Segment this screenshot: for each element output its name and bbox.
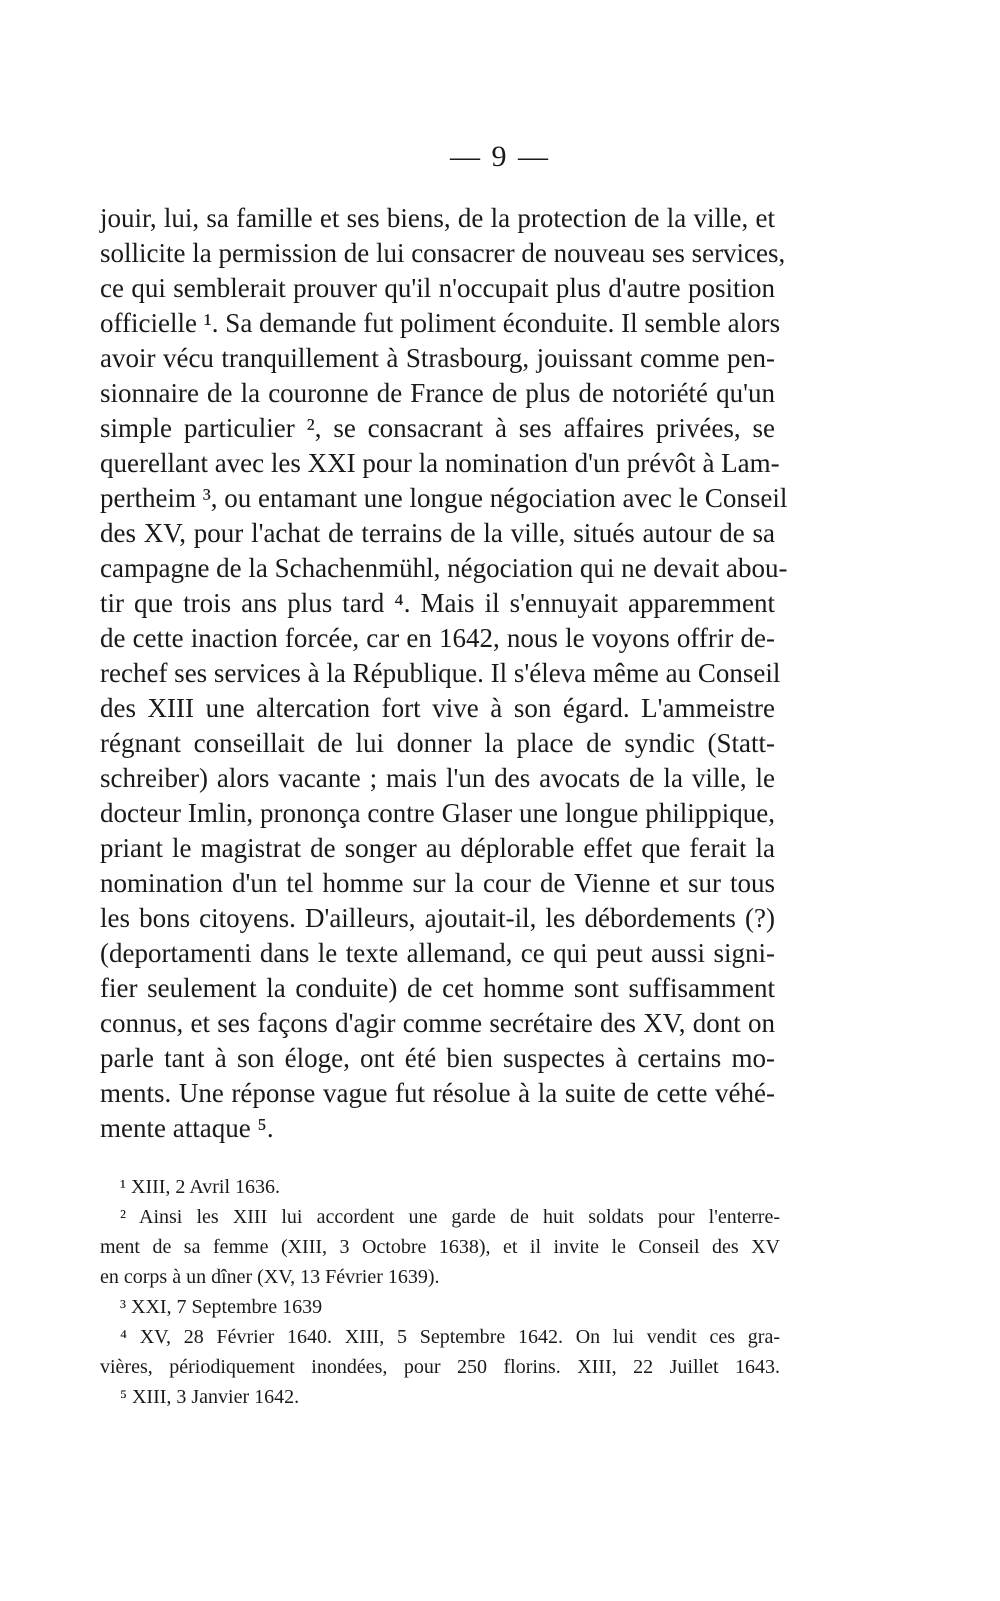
body-line: mente attaque ⁵. — [100, 1113, 274, 1143]
footnote-line: ¹ XIII, 2 Avril 1636. — [120, 1176, 281, 1198]
footnote-line: ⁴ XV, 28 Février 1640. XIII, 5 Septembre 1642. On lui vendit ces gra- — [120, 1326, 780, 1348]
footnote-line: ³ XXI, 7 Septembre 1639 — [120, 1296, 323, 1318]
footnote-line: ⁵ XIII, 3 Janvier 1642. — [120, 1386, 300, 1408]
body-line: simple particulier ², se consacrant à ses affaires privées, se — [100, 413, 775, 443]
body-line: des XV, pour l'achat de terrains de la ville, situés autour de sa — [100, 518, 775, 548]
body-line: tir que trois ans plus tard ⁴. Mais il s'ennuyait apparemment — [100, 588, 775, 618]
body-line: pertheim ³, ou entamant une longue négociation avec le Conseil — [100, 483, 788, 513]
body-line: régnant conseillait de lui donner la place de syndic (Statt- — [100, 728, 775, 758]
body-line: querellant avec les XXI pour la nomination d'un prévôt à Lam- — [100, 448, 780, 478]
body-line: priant le magistrat de songer au déplorable effet que ferait la — [100, 833, 775, 863]
body-line: campagne de la Schachenmühl, négociation qui ne devait abou- — [100, 553, 788, 583]
body-line: les bons citoyens. D'ailleurs, ajoutait-il, les débordements (?) — [100, 903, 775, 933]
body-line: (deportamenti dans le texte allemand, ce qui peut aussi signi- — [100, 938, 775, 968]
body-line: schreiber) alors vacante ; mais l'un des avocats de la ville, le — [100, 763, 775, 793]
body-line: ments. Une réponse vague fut résolue à la suite de cette véhé- — [100, 1078, 775, 1108]
body-line: ce qui semblerait prouver qu'il n'occupait plus d'autre position — [100, 273, 775, 303]
footnote-line: ² Ainsi les XIII lui accordent une garde de huit soldats pour l'enterre- — [120, 1206, 780, 1228]
footnote-line: ment de sa femme (XIII, 3 Octobre 1638), et il invite le Conseil des XV — [100, 1236, 780, 1258]
body-line: avoir vécu tranquillement à Strasbourg, jouissant comme pen- — [100, 343, 775, 373]
body-line: sionnaire de la couronne de France de plus de notoriété qu'un — [100, 378, 775, 408]
page-number: — 9 — — [450, 140, 550, 173]
body-line: sollicite la permission de lui consacrer de nouveau ses services, — [100, 238, 786, 268]
body-line: docteur Imlin, prononça contre Glaser une longue philippique, — [100, 798, 775, 828]
body-line: officielle ¹. Sa demande fut poliment éconduite. Il semble alors — [100, 308, 781, 338]
body-line: nomination d'un tel homme sur la cour de Vienne et sur tous — [100, 868, 775, 898]
footnote-line: vières, périodiquement inondées, pour 250 florins. XIII, 22 Juillet 1643. — [100, 1356, 780, 1378]
body-line: jouir, lui, sa famille et ses biens, de la protection de la ville, et — [100, 203, 775, 233]
body-line: de cette inaction forcée, car en 1642, nous le voyons offrir de- — [100, 623, 775, 653]
body-line: connus, et ses façons d'agir comme secrétaire des XV, dont on — [100, 1008, 775, 1038]
body-line: des XIII une altercation fort vive à son égard. L'ammeistre — [100, 693, 775, 723]
body-line: parle tant à son éloge, ont été bien suspectes à certains mo- — [100, 1043, 775, 1073]
body-line: fier seulement la conduite) de cet homme sont suffisamment — [100, 973, 775, 1003]
footnote-line: en corps à un dîner (XV, 13 Février 1639). — [100, 1266, 440, 1288]
body-line: rechef ses services à la République. Il s'éleva même au Conseil — [100, 658, 781, 688]
